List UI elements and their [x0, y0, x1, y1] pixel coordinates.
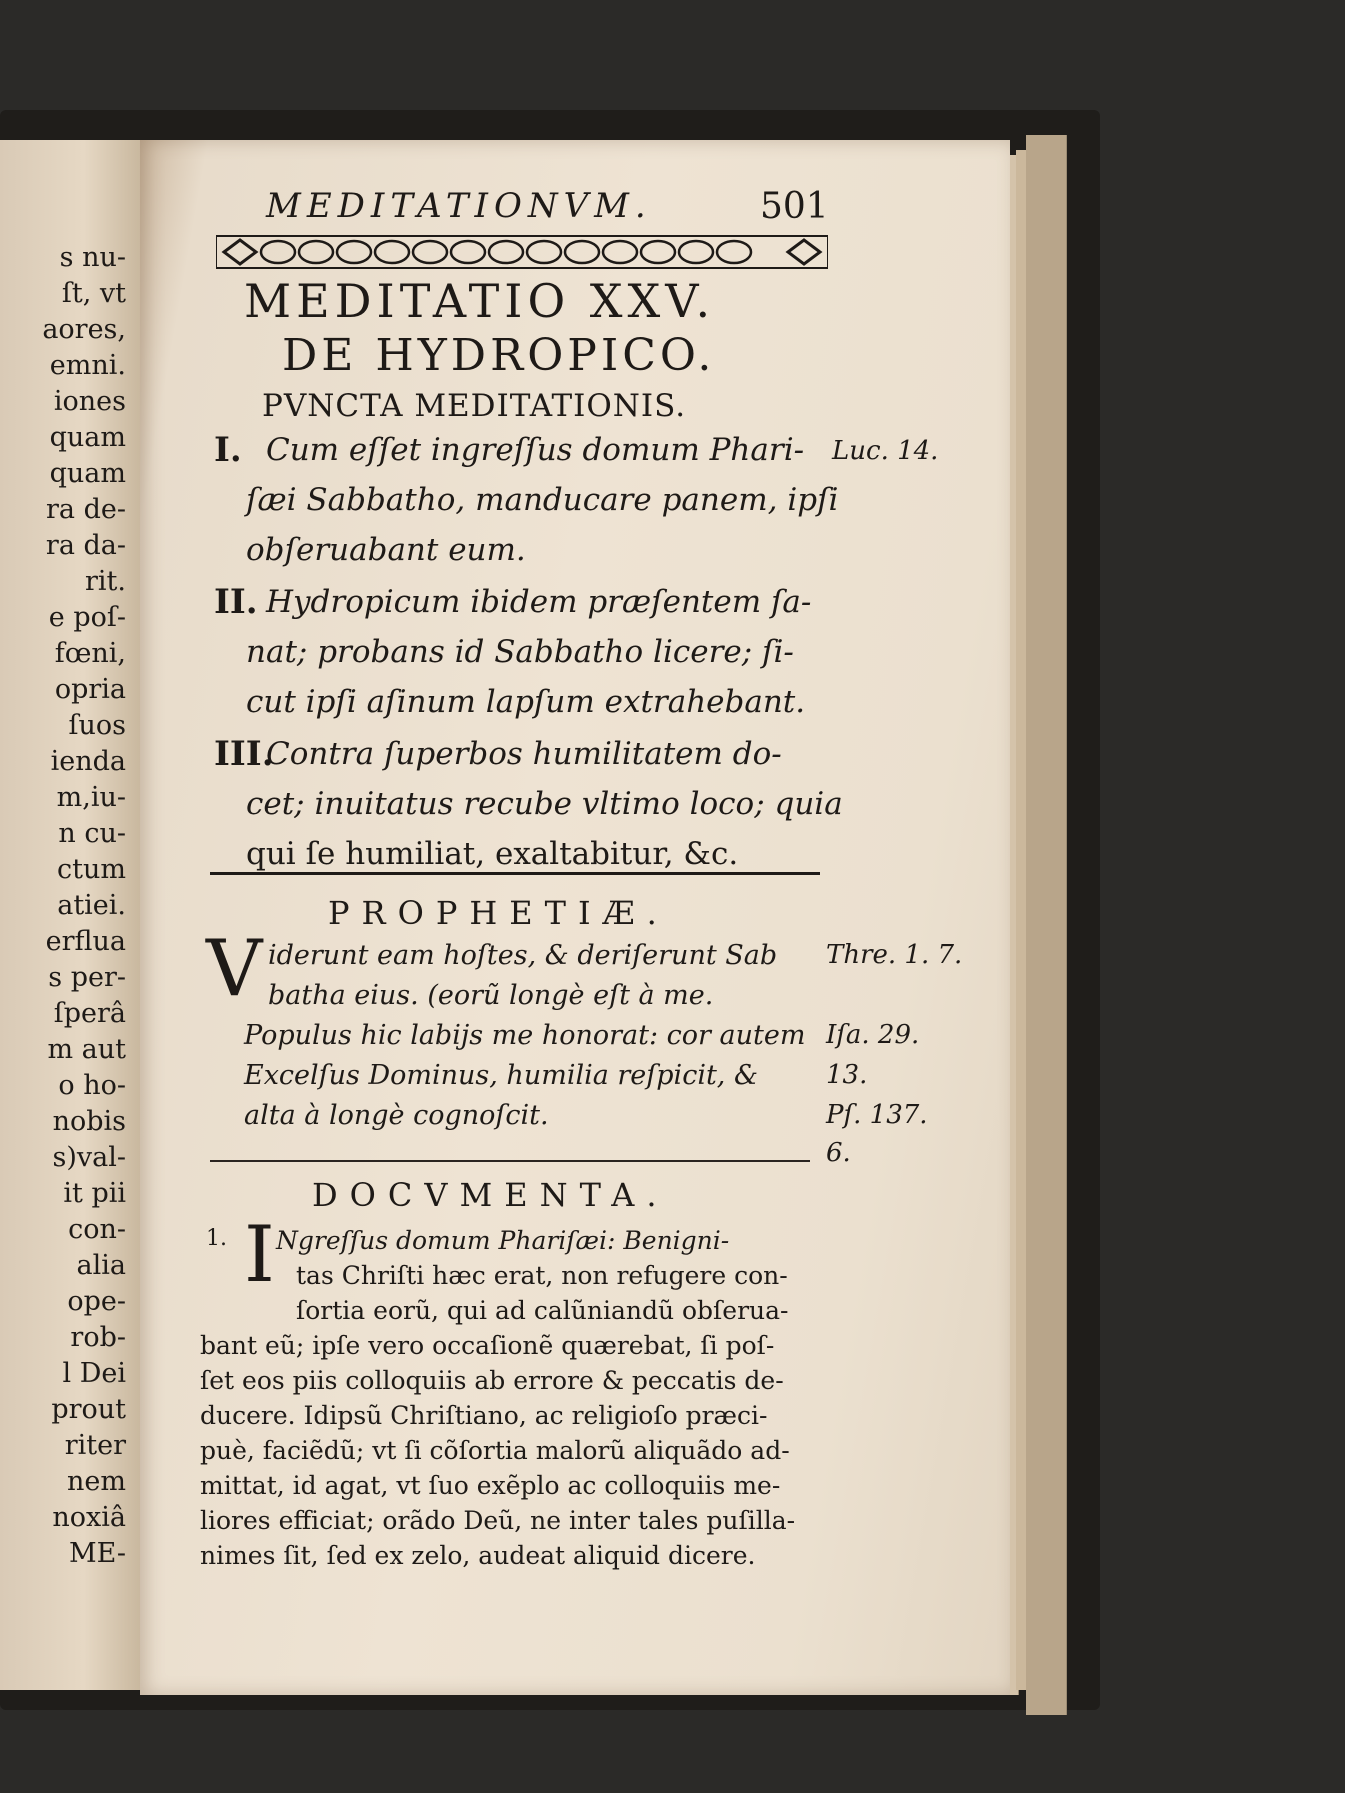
left-page-line: ope- [67, 1286, 126, 1317]
left-page-line: noxiâ [52, 1502, 126, 1533]
running-head: MEDITATIONVM. [266, 186, 652, 226]
left-page-line: l Dei [62, 1358, 126, 1389]
left-page-line: fœni, [54, 638, 126, 669]
documenta-item-number: 1. [206, 1226, 227, 1251]
ornament-loop [527, 241, 561, 263]
left-page-line: ſuos [68, 710, 126, 741]
left-page-line: o ho- [58, 1070, 126, 1101]
left-page-line: quam [49, 458, 126, 489]
left-page-line: ctum [57, 854, 126, 885]
page-edge [1026, 135, 1067, 1715]
documentum-line: mittat, id agat, vt ſuo exẽplo ac colloquiis me- [200, 1471, 781, 1500]
ornament-loop [603, 241, 637, 263]
ornament-loop [489, 241, 523, 263]
left-page-line: ME- [69, 1538, 126, 1569]
folio: 501 [760, 186, 829, 227]
punctum-line: Cum eſſet ingreſſus domum Phari- [266, 432, 805, 468]
meditation-subtitle: DE HYDROPICO. [282, 330, 716, 381]
rule-divider [210, 1160, 810, 1162]
punctum-line: obſeruabant eum. [246, 532, 526, 568]
left-page-line: alia [76, 1250, 126, 1281]
ornament-loop [299, 241, 333, 263]
ornament-loop [375, 241, 409, 263]
margin-note: Thre. 1. 7. [826, 940, 963, 970]
margin-note: Iſa. 29. [826, 1020, 920, 1050]
left-page-line: s nu- [59, 242, 126, 273]
left-page-line: s)val- [52, 1142, 126, 1173]
prophetia-line: Excelſus Dominus, humilia reſpicit, & [244, 1060, 759, 1091]
left-page-line: riter [64, 1430, 126, 1461]
documenta-heading: DOCVMENTA. [312, 1176, 669, 1214]
left-page-line: ſperâ [53, 998, 126, 1029]
punctum-numeral: I. [214, 430, 242, 470]
documenta-dropcap: I [244, 1210, 275, 1300]
prophetia-line: alta à longè cognoſcit. [244, 1100, 549, 1131]
punctum-line: cet; inuitatus recube vltimo loco; quia [246, 786, 843, 822]
documentum-line: puè, faciẽdũ; vt ſi cõſortia malorũ aliquãdo ad- [200, 1436, 790, 1465]
prophetia-line: batha eius. (eorũ longè eſt à me. [268, 980, 714, 1011]
punctum-numeral: II. [214, 582, 258, 622]
left-page-line: ienda [50, 746, 126, 777]
margin-note: 6. [826, 1138, 851, 1168]
prophetiae-heading: PROPHETIÆ. [328, 894, 669, 932]
left-page-line: n cu- [58, 818, 126, 849]
left-page-line: nobis [52, 1106, 126, 1137]
left-page-line: prout [51, 1394, 126, 1425]
left-page-line: m,iu- [56, 782, 126, 813]
left-page-line: s per- [48, 962, 126, 993]
ornament-loop [679, 241, 713, 263]
ornament-band [216, 232, 828, 272]
ornament-loop [451, 241, 485, 263]
prophetia-line: Populus hic labijs me honorat: cor autem [244, 1020, 806, 1051]
punctum-line: cut ipſi aſinum lapſum extrahebant. [246, 684, 806, 720]
ornament-loop [261, 241, 295, 263]
left-page [0, 140, 140, 1690]
meditation-title: MEDITATIO XXV. [244, 274, 716, 328]
ornament-loop [565, 241, 599, 263]
left-page-line: it pii [63, 1178, 126, 1209]
puncta-heading: PVNCTA MEDITATIONIS. [262, 388, 687, 424]
ornament-loop [413, 241, 447, 263]
left-page-line: e poſ- [48, 602, 126, 633]
prophetia-line: iderunt eam hoſtes, & deriſerunt Sab [268, 940, 778, 971]
left-page-line: iones [53, 386, 126, 417]
left-page-line: erflua [45, 926, 126, 957]
punctum-line: ſæi Sabbatho, manducare panem, ipſi [246, 482, 839, 518]
documentum-line: ſet eos piis colloquiis ab errore & peccatis de- [200, 1366, 784, 1395]
left-page-line: quam [49, 422, 126, 453]
margin-note: Pſ. 137. [826, 1100, 928, 1130]
documentum-line: liores efficiat; orãdo Deũ, ne inter tales puſilla- [200, 1506, 796, 1535]
punctum-line: Hydropicum ibidem præſentem ſa- [266, 584, 812, 620]
documentum-line: tas Chriſti hæc erat, non refugere con- [296, 1261, 788, 1290]
left-page-line: ra de- [46, 494, 126, 525]
documentum-line: nimes ſit, ſed ex zelo, audeat aliquid dicere. [200, 1541, 756, 1570]
punctum-line: nat; probans id Sabbatho licere; ſi- [246, 634, 794, 670]
punctum-line: Contra ſuperbos humilitatem do- [266, 736, 782, 772]
documentum-line: ducere. Idipsũ Chriſtiano, ac religioſo præci- [200, 1401, 768, 1430]
left-page-line: ra da- [45, 530, 126, 561]
margin-note: Luc. 14. [832, 436, 939, 466]
documentum-line: Ngreſſus domum Phariſæi: Benigni- [276, 1226, 730, 1255]
margin-note: 13. [826, 1060, 868, 1090]
ornament-loop [337, 241, 371, 263]
left-page-line: m aut [47, 1034, 126, 1065]
left-page-line: emni. [49, 350, 126, 381]
punctum-numeral: III. [214, 734, 274, 774]
ornament-loop [717, 241, 751, 263]
left-page-line: opria [54, 674, 126, 705]
left-page-line: rit. [85, 566, 126, 597]
left-page-line: con- [68, 1214, 126, 1245]
ornament-loop [641, 241, 675, 263]
rule-divider [210, 872, 820, 875]
documentum-line: bant eũ; ipſe vero occaſionẽ quærebat, ſi poſ- [200, 1331, 775, 1360]
left-page-line: nem [67, 1466, 126, 1497]
left-page-line: aores, [42, 314, 126, 345]
prophetiae-dropcap: V [206, 924, 263, 1014]
left-page-line: ſt, vt [61, 278, 126, 309]
left-page-line: rob- [70, 1322, 126, 1353]
documentum-line: ſortia eorũ, qui ad calũniandũ obſerua- [296, 1296, 789, 1325]
punctum-line: qui ſe humiliat, exaltabitur, &c. [246, 836, 739, 872]
left-page-line: atiei. [57, 890, 126, 921]
